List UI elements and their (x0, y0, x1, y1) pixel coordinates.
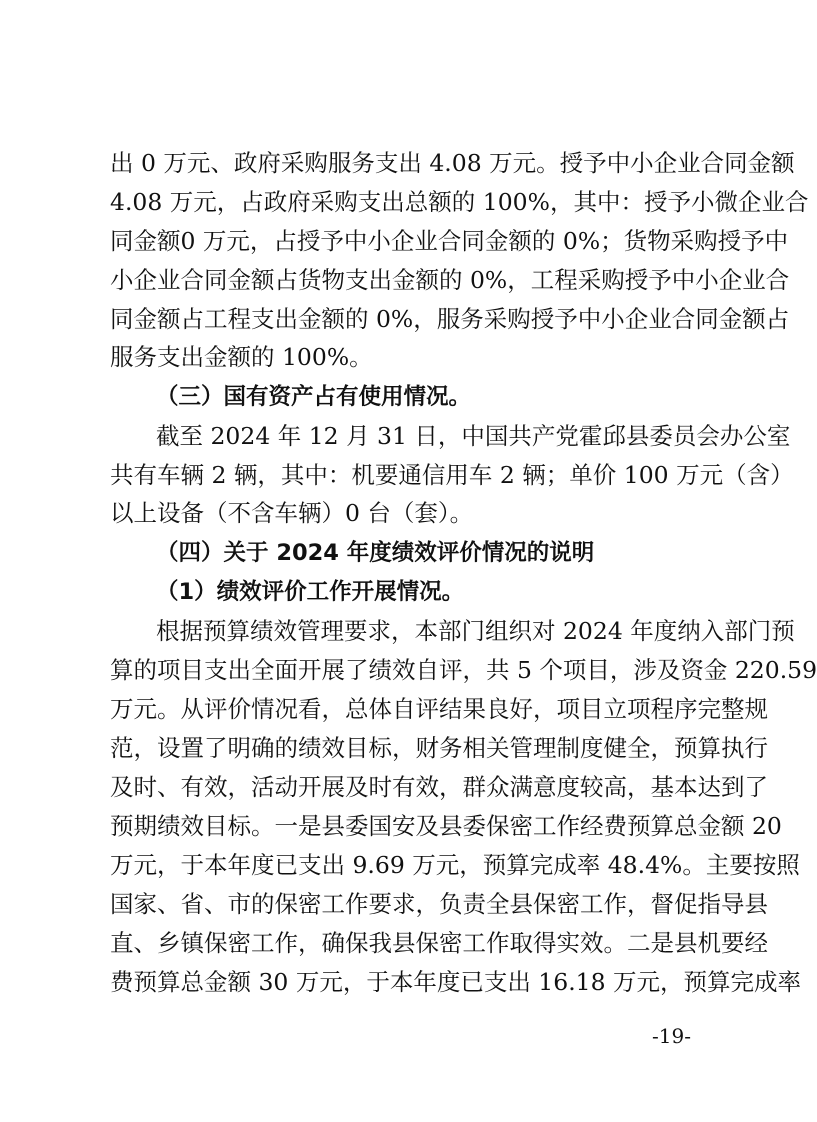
page-number: -19- (652, 1024, 691, 1048)
paragraph-line: 同金额0 万元，占授予中小企业合同金额的 0%；货物采购授予中 (110, 227, 789, 255)
paragraph-line: 共有车辆 2 辆，其中：机要通信用车 2 辆；单价 100 万元（含） (110, 461, 794, 489)
subsection-heading-1: （1）绩效评价工作开展情况。 (156, 579, 465, 605)
paragraph-line: 以上设备（不含车辆）0 台（套）。 (110, 499, 474, 527)
section-heading-3: （三）国有资产占有使用情况。 (156, 384, 472, 410)
paragraph-line: 根据预算绩效管理要求，本部门组织对 2024 年度纳入部门预 (156, 617, 795, 645)
paragraph-line: 4.08 万元，占政府采购支出总额的 100%，其中：授予小微企业合 (110, 188, 809, 216)
paragraph-line: 出 0 万元、政府采购服务支出 4.08 万元。授予中小企业合同金额 (110, 149, 795, 177)
paragraph-line: 费预算总金额 30 万元，于本年度已支出 16.18 万元，预算完成率 (110, 968, 802, 996)
paragraph-line: 同金额占工程支出金额的 0%，服务采购授予中小企业合同金额占 (110, 305, 790, 333)
paragraph-line: 万元。从评价情况看，总体自评结果良好，项目立项程序完整规 (110, 695, 768, 723)
paragraph-line: 小企业合同金额占货物支出金额的 0%，工程采购授予中小企业合 (110, 266, 790, 294)
section-heading-4: （四）关于 2024 年度绩效评价情况的说明 (156, 540, 595, 566)
paragraph-line: 服务支出金额的 100%。 (110, 343, 373, 371)
paragraph-line: 范，设置了明确的绩效目标，财务相关管理制度健全，预算执行 (110, 734, 768, 762)
paragraph-line: 万元，于本年度已支出 9.69 万元，预算完成率 48.4%。主要按照 (110, 851, 800, 879)
paragraph-line: 截至 2024 年 12 月 31 日，中国共产党霍邱县委员会办公室 (156, 422, 791, 450)
paragraph-line: 直、乡镇保密工作，确保我县保密工作取得实效。二是县机要经 (110, 929, 768, 957)
paragraph-line: 预期绩效目标。一是县委国安及县委保密工作经费预算总金额 20 (110, 812, 782, 840)
paragraph-line: 国家、省、市的保密工作要求，负责全县保密工作，督促指导县 (110, 890, 768, 918)
paragraph-line: 算的项目支出全面开展了绩效自评，共 5 个项目，涉及资金 220.59 (110, 656, 817, 684)
paragraph-line: 及时、有效，活动开展及时有效，群众满意度较高，基本达到了 (110, 773, 768, 801)
